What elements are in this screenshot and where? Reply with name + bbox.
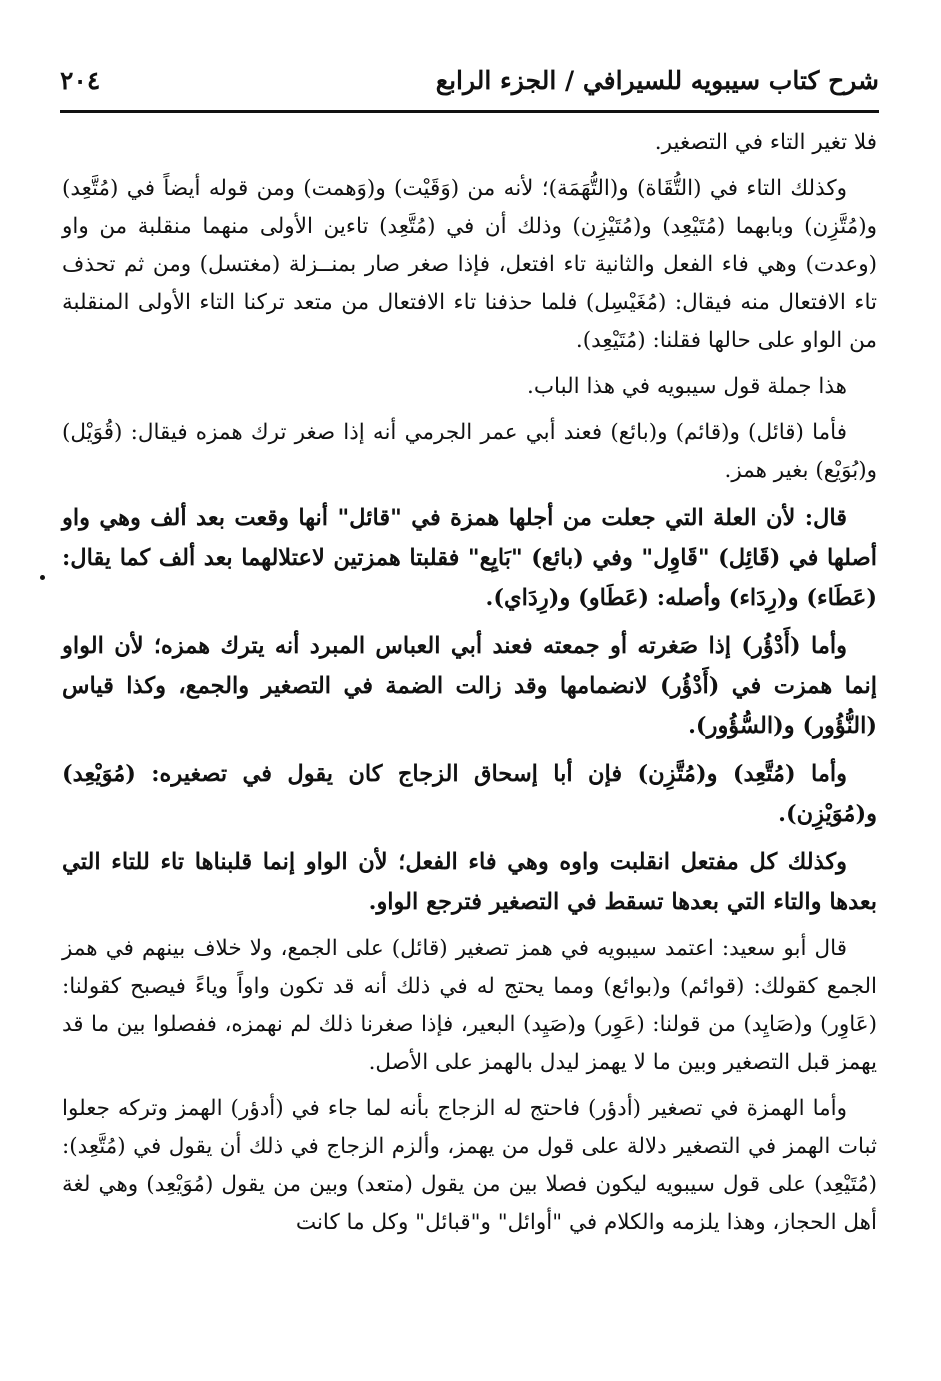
paragraph-bold: قال: لأن العلة التي جعلت من أجلها همزة في "قائل" أنها وقعت بعد ألف وهي واو أصلها في (قَائِل) "قَاوِل" وفي (بائع) "بَايِع" فقلبتا همزتين لاعتلالهما بعد ألف كما يقال: (عَطَاء) و(رِدَاء) وأصله: (عَطَاو) و(رِدَاي).	[62, 505, 877, 611]
paragraph: فأما (قائل) و(قائم) و(بائع) فعند أبي عمر الجرمي أنه إذا صغر ترك همزه فيقال: (قُوَيْل) و(بُوَيْع) بغير همز.	[62, 420, 877, 483]
paragraph: هذا جملة قول سيبويه في هذا الباب.	[526, 374, 847, 399]
paragraph-bold: وكذلك كل مفتعل انقلبت واوه وهي فاء الفعل؛ لأن الواو إنما قلبناها تاء للتاء التي بعدها والتاء التي بعدها تسقط في التصغير فترجع الواو.	[62, 849, 877, 915]
running-title: شرح كتاب سيبويه للسيرافي / الجزء الرابع	[435, 65, 879, 95]
paragraph-bold: وأما (مُتَّعِد) و(مُتَّزِن) فإن أبا إسحاق الزجاج كان يقول في تصغيره: (مُوَيْعِد) و(مُوَيْزِن).	[62, 761, 877, 827]
paragraph: فلا تغير التاء في التصغير.	[654, 130, 877, 155]
margin-dot	[40, 575, 45, 580]
paragraph: وأما الهمزة في تصغير (أدؤر) فاحتج له الزجاج بأنه لما جاء في (أدؤر) الهمز وتركه جعلوا ثبات الهمز في التصغير دلالة على قول من يهمز، وألزم الزجاج في ذلك أن يقول في (مُتَّعِد): (مُتَيْعِد) على قول سيبويه ليكون فصلا بين من يقول (متعد) وبين من يقول (مُوَيْعِد) وهي لغة أهل الحجاز، وهذا يلزمه والكلام في "أوائل" و"قبائل" وكل ما كانت	[62, 1096, 877, 1235]
body-text	[62, 124, 877, 1250]
page-header	[60, 58, 879, 102]
paragraph-bold: وأما (أَدْؤُر) إذا صَغرته أو جمعته فعند أبي العباس المبرد أنه يترك همزه؛ لأن الواو إنما همزت في (أَدْؤُر) لانضمامها وقد زالت الضمة في التصغير والجمع، وكذا قياس (النُّؤُور) و(السُّؤُور).	[62, 633, 877, 739]
page-number: ٢٠٤	[60, 65, 101, 95]
header-rule	[60, 110, 879, 113]
paragraph: قال أبو سعيد: اعتمد سيبويه في همز تصغير (قائل) على الجمع، ولا خلاف بينهم في همز الجمع كقولك: (قوائم) و(بوائع) ومما يحتج له في ذلك أنه قد تكون واواً وياءً فيصبح كقولنا: (عَاوِر) و(صَايِد) من قولنا: (عَوِر) و(صَيِد) البعير، فإذا صغرنا ذلك لم نهمزه، ففصلوا بين ما قد يهمز قبل التصغير وبين ما لا يهمز ليدل بالهمز على الأصل.	[62, 936, 877, 1075]
paragraph: وكذلك التاء في (التُّقَاة) و(التُّهَمَة)؛ لأنه من (وَقَيْت) و(وَهمت) ومن قوله أيضاً في (مُتَّعِد) و(مُتَّزِن) وبابهما (مُتَيْعِد) و(مُتَيْزِن) وذلك أن في (مُتَّعِد) تاءين الأولى منهما منقلبة من واو (وعدت) وهي فاء الفعل والثانية تاء افتعل، فإذا صغر صار بمنــزلة (مغتسل) ومن ثم تحذف تاء الافتعال منه فيقال: (مُغَيْسِل) فلما حذفنا تاء الافتعال من متعد تركنا التاء الأولى المنقلبة من الواو على حالها فقلنا: (مُتَيْعِد).	[62, 176, 877, 353]
